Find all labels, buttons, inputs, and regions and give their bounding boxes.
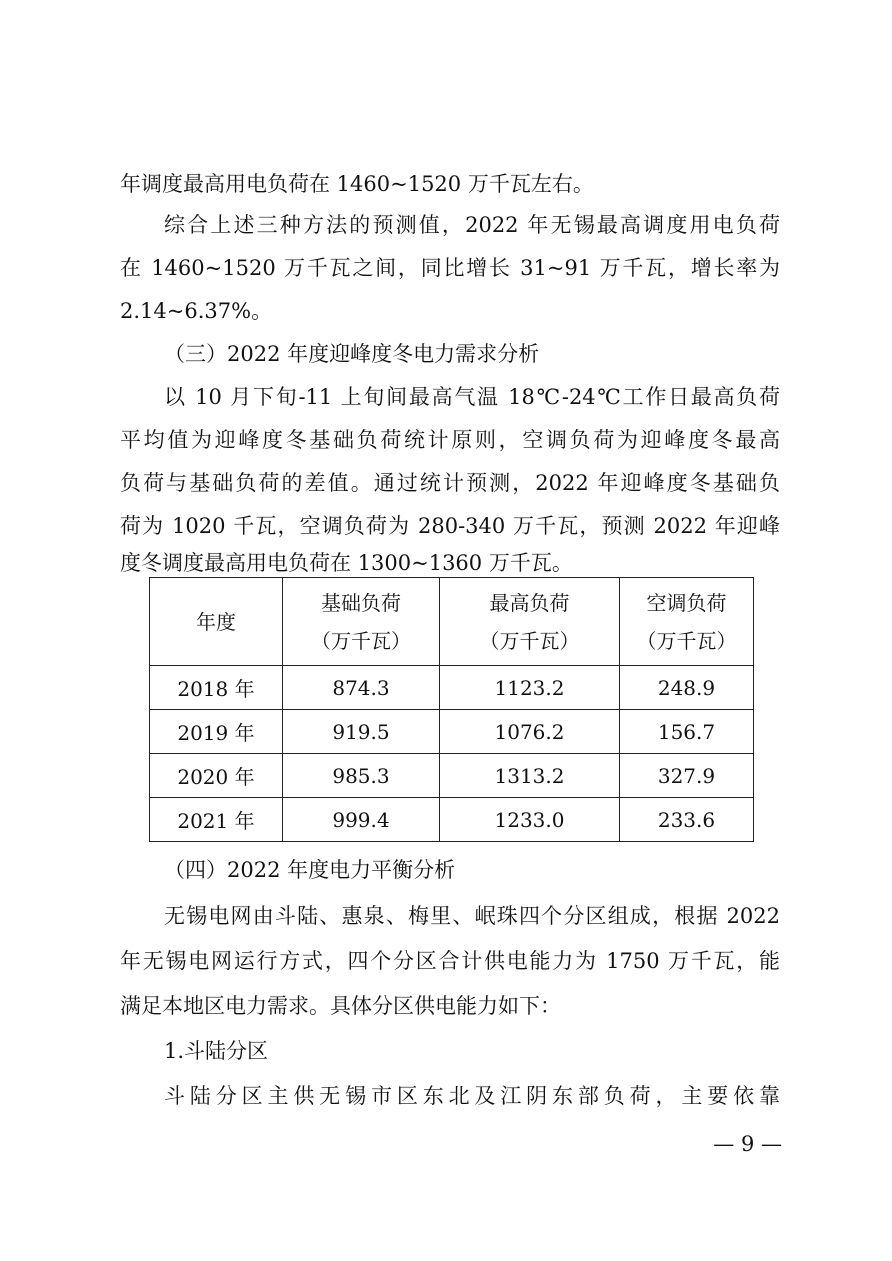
cell-ac-load: 327.9 <box>620 754 754 798</box>
subsection-heading: 1.斗陆分区 <box>164 1039 269 1063</box>
header-max-load: 最高负荷 （万千瓦） <box>440 578 620 666</box>
paragraph-line: 年调度最高用电负荷在 1460~1520 万千瓦左右。 <box>120 172 594 196</box>
paragraph-line: 在 1460~1520 万千瓦之间，同比增长 31~91 万千瓦，增长率为 <box>120 256 780 280</box>
paragraph-line: 负荷与基础负荷的差值。通过统计预测，2022 年迎峰度冬基础负 <box>120 471 780 495</box>
paragraph-line: 度冬调度最高用电负荷在 1300~1360 万千瓦。 <box>120 551 573 575</box>
cell-base-load: 985.3 <box>283 754 440 798</box>
cell-max-load: 1233.0 <box>440 798 620 842</box>
cell-ac-load: 248.9 <box>620 666 754 710</box>
header-ac-load: 空调负荷 （万千瓦） <box>620 578 754 666</box>
cell-max-load: 1123.2 <box>440 666 620 710</box>
page-number: — 9 — <box>713 1132 782 1156</box>
cell-max-load: 1313.2 <box>440 754 620 798</box>
section-heading: （三）2022 年度迎峰度冬电力需求分析 <box>164 342 540 366</box>
load-table <box>149 577 754 842</box>
paragraph-line: 综合上述三种方法的预测值，2022 年无锡最高调度用电负荷 <box>164 213 780 237</box>
cell-year: 2019 年 <box>150 710 283 754</box>
table-row <box>150 798 754 842</box>
header-year: 年度 <box>150 578 283 666</box>
table-row <box>150 754 754 798</box>
paragraph-line: 无锡电网由斗陆、惠泉、梅里、岷珠四个分区组成，根据 2022 <box>164 904 780 928</box>
cell-ac-load: 233.6 <box>620 798 754 842</box>
cell-year: 2018 年 <box>150 666 283 710</box>
cell-max-load: 1076.2 <box>440 710 620 754</box>
table-row <box>150 710 754 754</box>
table-header-row <box>150 578 754 666</box>
paragraph-line: 荷为 1020 千瓦，空调负荷为 280-340 万千瓦，预测 2022 年迎峰 <box>120 514 780 538</box>
paragraph-line: 2.14~6.37%。 <box>120 299 273 323</box>
table-row <box>150 666 754 710</box>
paragraph-line: 斗陆分区主供无锡市区东北及江阴东部负荷，主要依靠 <box>164 1084 780 1108</box>
cell-base-load: 874.3 <box>283 666 440 710</box>
header-base-load: 基础负荷 （万千瓦） <box>283 578 440 666</box>
cell-year: 2021 年 <box>150 798 283 842</box>
section-heading: （四）2022 年度电力平衡分析 <box>164 858 456 882</box>
paragraph-line: 平均值为迎峰度冬基础负荷统计原则，空调负荷为迎峰度冬最高 <box>120 428 780 452</box>
paragraph-line: 年无锡电网运行方式，四个分区合计供电能力为 1750 万千瓦，能 <box>120 949 780 973</box>
cell-base-load: 919.5 <box>283 710 440 754</box>
cell-year: 2020 年 <box>150 754 283 798</box>
paragraph-line: 以 10 月下旬-11 上旬间最高气温 18℃-24℃工作日最高负荷 <box>164 385 780 409</box>
cell-ac-load: 156.7 <box>620 710 754 754</box>
paragraph-line: 满足本地区电力需求。具体分区供电能力如下： <box>120 994 561 1018</box>
cell-base-load: 999.4 <box>283 798 440 842</box>
